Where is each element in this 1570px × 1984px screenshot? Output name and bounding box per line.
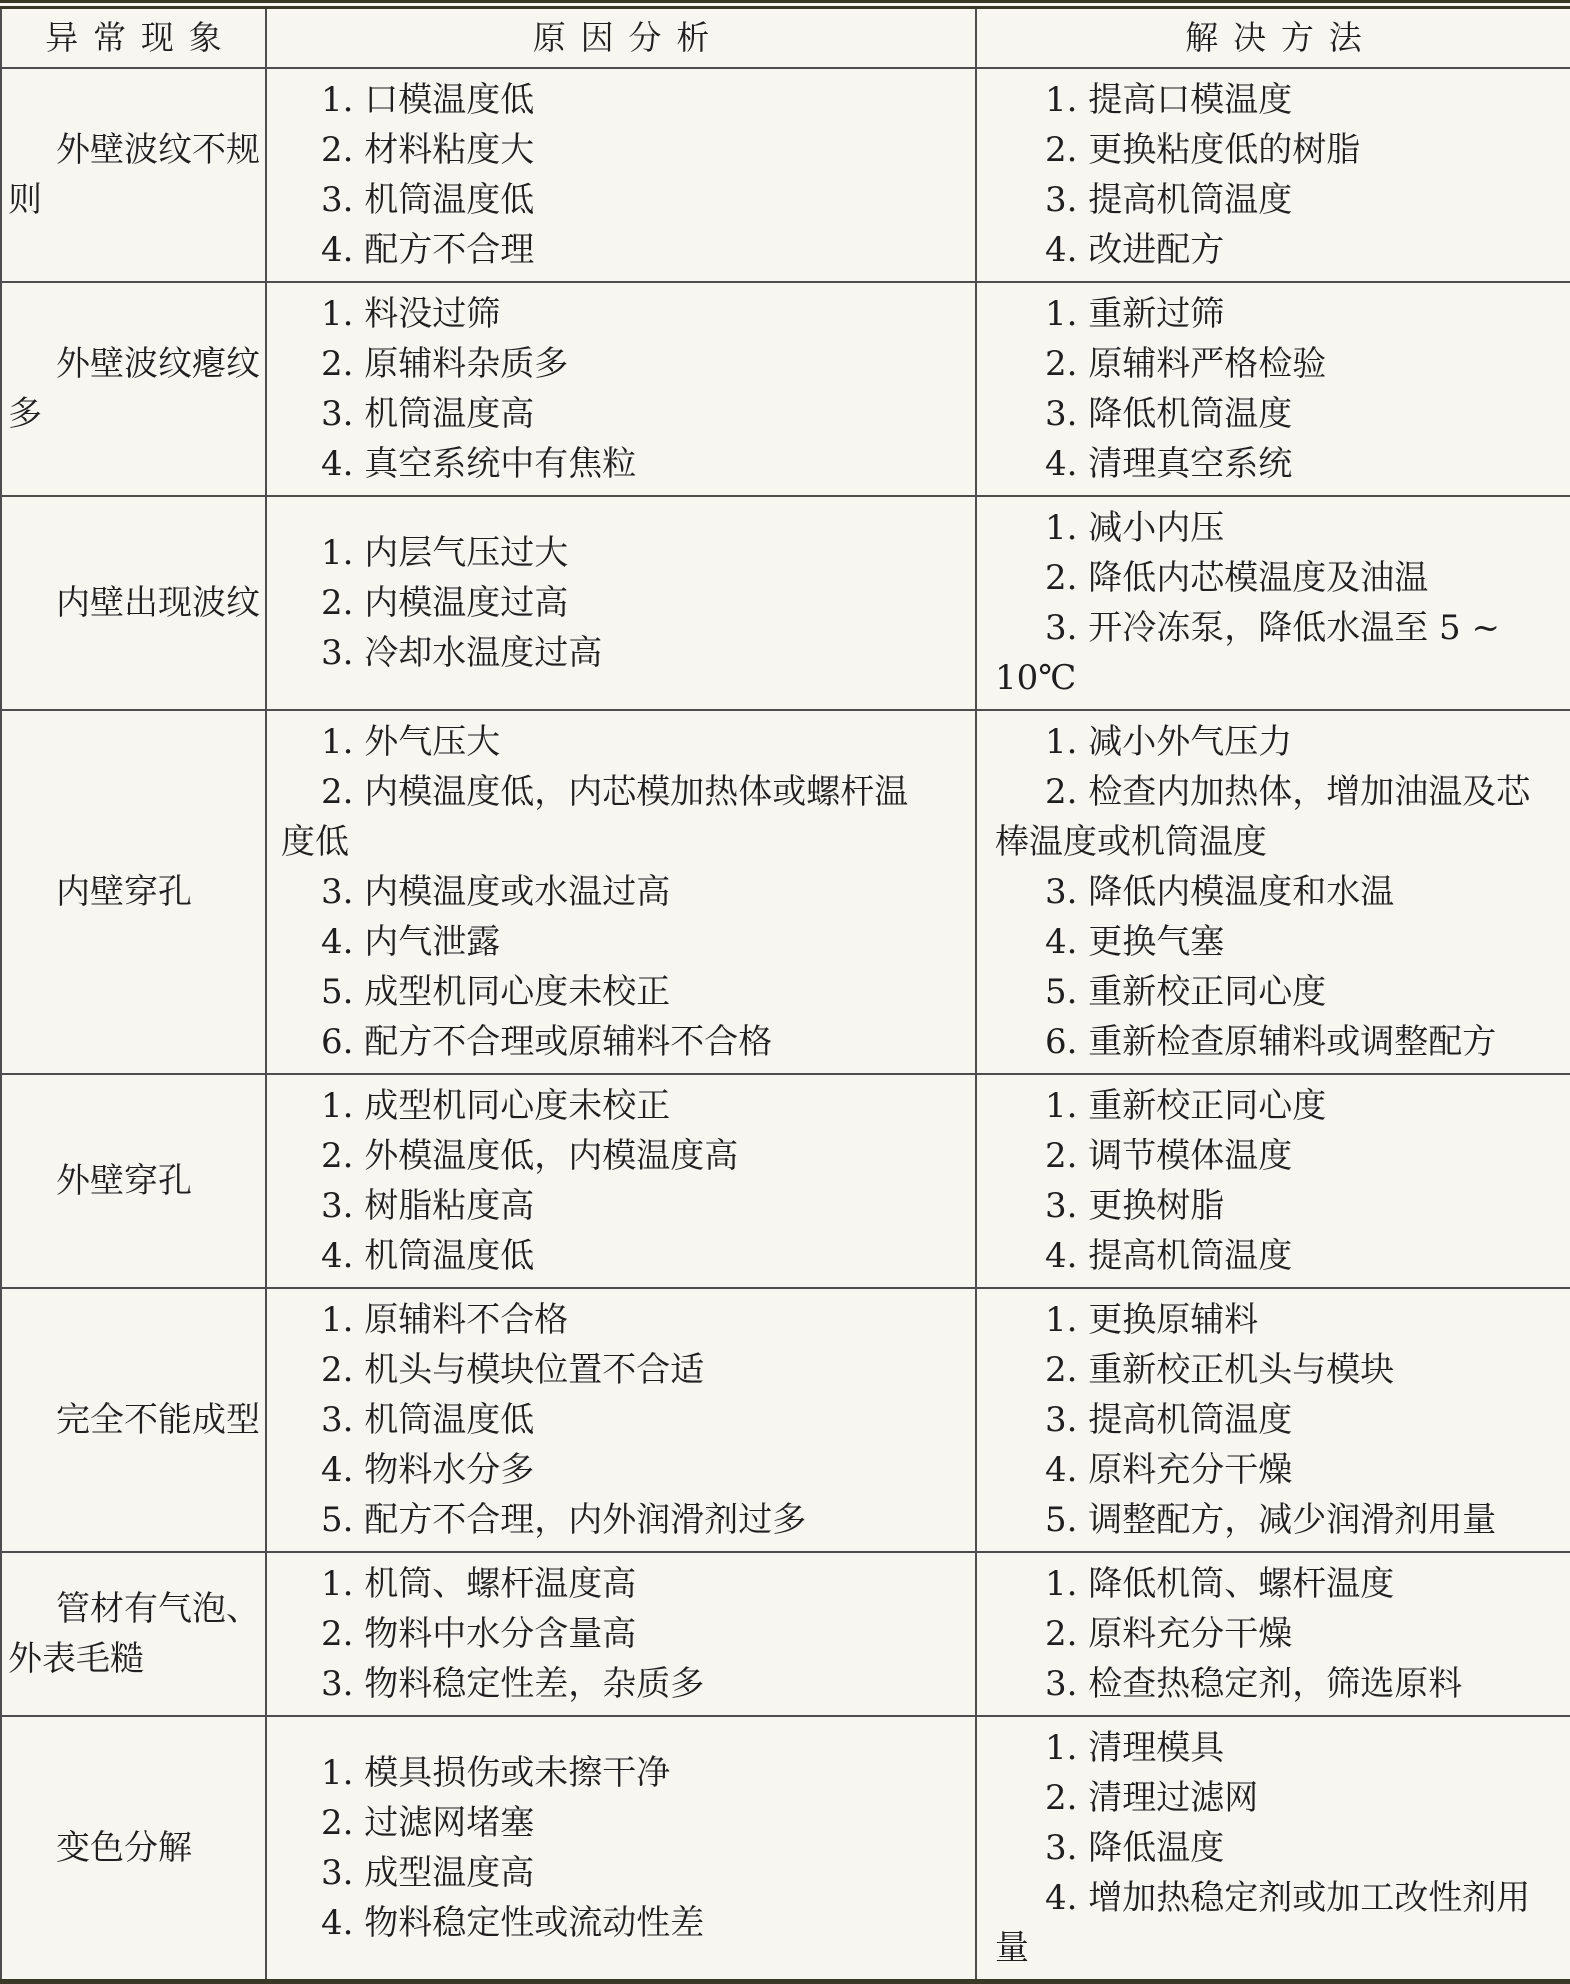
phenomenon-label: 外壁波纹不规则 — [8, 130, 260, 220]
list-item: 4. 内气泄露 — [321, 922, 501, 962]
table-row — [1, 710, 1570, 1074]
list-item: 2. 更换粘度低的树脂 — [1045, 130, 1361, 170]
list-item: 2. 清理过滤网 — [1045, 1778, 1259, 1818]
list-item: 1. 料没过筛 — [321, 294, 501, 334]
list-item: 2. 降低内芯模温度及油温 — [1045, 558, 1429, 598]
causes-cell — [266, 68, 976, 282]
list-item: 4. 物料稳定性或流动性差 — [321, 1903, 705, 1943]
list-item: 2. 过滤网堵塞 — [321, 1803, 535, 1843]
list-item: 4. 配方不合理 — [321, 230, 535, 270]
list-item: 1. 提高口模温度 — [1045, 80, 1293, 120]
solutions-cell — [976, 1552, 1570, 1716]
list-item: 5. 重新校正同心度 — [1045, 972, 1327, 1012]
list-item: 3. 开冷冻泵，降低水温至 5 ~ 10℃ — [995, 608, 1500, 698]
phenomenon-cell — [1, 282, 266, 496]
list-item: 5. 调整配方，减少润滑剂用量 — [1045, 1500, 1497, 1540]
solutions-cell — [976, 1716, 1570, 1982]
list-item: 4. 清理真空系统 — [1045, 444, 1293, 484]
list-item: 5. 成型机同心度未校正 — [321, 972, 671, 1012]
list-item: 3. 降低温度 — [1045, 1828, 1225, 1868]
phenomenon-cell — [1, 1552, 266, 1716]
phenomenon-label: 完全不能成型 — [56, 1400, 260, 1440]
solutions-cell — [976, 282, 1570, 496]
list-item: 3. 冷却水温度过高 — [321, 633, 603, 673]
list-item: 1. 重新过筛 — [1045, 294, 1225, 334]
list-item: 1. 模具损伤或未擦干净 — [321, 1753, 671, 1793]
list-item: 3. 提高机筒温度 — [1045, 180, 1293, 220]
phenomenon-cell — [1, 1288, 266, 1552]
causes-cell — [266, 710, 976, 1074]
list-item: 4. 改进配方 — [1045, 230, 1225, 270]
table-row — [1, 1288, 1570, 1552]
causes-cell — [266, 1552, 976, 1716]
list-item: 3. 降低内模温度和水温 — [1045, 872, 1395, 912]
solutions-cell — [976, 710, 1570, 1074]
solutions-cell — [976, 1288, 1570, 1552]
table-row — [1, 1552, 1570, 1716]
list-item: 3. 机筒温度低 — [321, 1400, 535, 1440]
list-item: 5. 配方不合理，内外润滑剂过多 — [321, 1500, 807, 1540]
list-item: 4. 物料水分多 — [321, 1450, 535, 1490]
list-item: 1. 重新校正同心度 — [1045, 1086, 1327, 1126]
list-item: 1. 成型机同心度未校正 — [321, 1086, 671, 1126]
list-item: 3. 物料稳定性差，杂质多 — [321, 1664, 705, 1704]
phenomenon-cell — [1, 496, 266, 710]
header-phenomenon: 异常现象 — [1, 5, 266, 69]
list-item: 1. 外气压大 — [321, 722, 501, 762]
list-item: 2. 内模温度过高 — [321, 583, 569, 623]
list-item: 2. 材料粘度大 — [321, 130, 535, 170]
list-item: 1. 减小外气压力 — [1045, 722, 1293, 762]
table-row — [1, 68, 1570, 282]
list-item: 2. 检查内加热体，增加油温及芯棒温度或机筒温度 — [995, 772, 1531, 862]
list-item: 3. 更换树脂 — [1045, 1186, 1225, 1226]
header-solution: 解决方法 — [976, 5, 1570, 69]
phenomenon-label: 内壁穿孔 — [56, 872, 192, 912]
list-item: 1. 口模温度低 — [321, 80, 535, 120]
list-item: 1. 清理模具 — [1045, 1728, 1225, 1768]
list-item: 1. 减小内压 — [1045, 508, 1225, 548]
causes-cell — [266, 496, 976, 710]
list-item: 4. 机筒温度低 — [321, 1236, 535, 1276]
list-item: 3. 树脂粘度高 — [321, 1186, 535, 1226]
list-item: 2. 调节模体温度 — [1045, 1136, 1293, 1176]
solutions-cell — [976, 68, 1570, 282]
phenomenon-cell — [1, 68, 266, 282]
list-item: 4. 更换气塞 — [1045, 922, 1225, 962]
phenomenon-cell — [1, 1716, 266, 1982]
list-item: 1. 内层气压过大 — [321, 533, 569, 573]
list-item: 1. 降低机筒、螺杆温度 — [1045, 1564, 1395, 1604]
list-item: 3. 内模温度或水温过高 — [321, 872, 671, 912]
phenomenon-label: 管材有气泡、外表毛糙 — [8, 1589, 260, 1679]
list-item: 2. 重新校正机头与模块 — [1045, 1350, 1395, 1390]
list-item: 3. 提高机筒温度 — [1045, 1400, 1293, 1440]
phenomenon-label: 外壁波纹瘪纹多 — [8, 344, 260, 434]
list-item: 6. 配方不合理或原辅料不合格 — [321, 1022, 773, 1062]
list-item: 3. 机筒温度高 — [321, 394, 535, 434]
list-item: 1. 机筒、螺杆温度高 — [321, 1564, 637, 1604]
list-item: 2. 物料中水分含量高 — [321, 1614, 637, 1654]
table-row — [1, 1716, 1570, 1982]
list-item: 4. 提高机筒温度 — [1045, 1236, 1293, 1276]
table-row — [1, 496, 1570, 710]
list-item: 3. 成型温度高 — [321, 1853, 535, 1893]
causes-cell — [266, 1716, 976, 1982]
causes-cell — [266, 282, 976, 496]
table-row — [1, 1074, 1570, 1288]
header-cause-analysis: 原因分析 — [266, 5, 976, 69]
header-row — [1, 5, 1570, 69]
list-item: 2. 原料充分干燥 — [1045, 1614, 1293, 1654]
list-item: 4. 原料充分干燥 — [1045, 1450, 1293, 1490]
list-item: 2. 原辅料严格检验 — [1045, 344, 1327, 384]
solutions-cell — [976, 496, 1570, 710]
list-item: 4. 增加热稳定剂或加工改性剂用量 — [995, 1878, 1531, 1968]
phenomenon-label: 内壁出现波纹 — [56, 583, 260, 623]
phenomenon-cell — [1, 710, 266, 1074]
list-item: 2. 内模温度低，内芯模加热体或螺杆温度低 — [281, 772, 909, 862]
causes-cell — [266, 1288, 976, 1552]
list-item: 1. 更换原辅料 — [1045, 1300, 1259, 1340]
list-item: 2. 外模温度低，内模温度高 — [321, 1136, 739, 1176]
table-body — [1, 68, 1570, 1982]
table-row — [1, 282, 1570, 496]
phenomenon-label: 变色分解 — [56, 1828, 192, 1868]
list-item: 2. 机头与模块位置不合适 — [321, 1350, 705, 1390]
list-item: 6. 重新检查原辅料或调整配方 — [1045, 1022, 1497, 1062]
list-item: 3. 检查热稳定剂，筛选原料 — [1045, 1664, 1463, 1704]
phenomenon-label: 外壁穿孔 — [56, 1161, 192, 1201]
list-item: 1. 原辅料不合格 — [321, 1300, 569, 1340]
list-item: 4. 真空系统中有焦粒 — [321, 444, 637, 484]
solutions-cell — [976, 1074, 1570, 1288]
list-item: 3. 降低机筒温度 — [1045, 394, 1293, 434]
list-item: 2. 原辅料杂质多 — [321, 344, 569, 384]
table-header — [1, 5, 1570, 69]
list-item: 3. 机筒温度低 — [321, 180, 535, 220]
phenomenon-cell — [1, 1074, 266, 1288]
causes-cell — [266, 1074, 976, 1288]
